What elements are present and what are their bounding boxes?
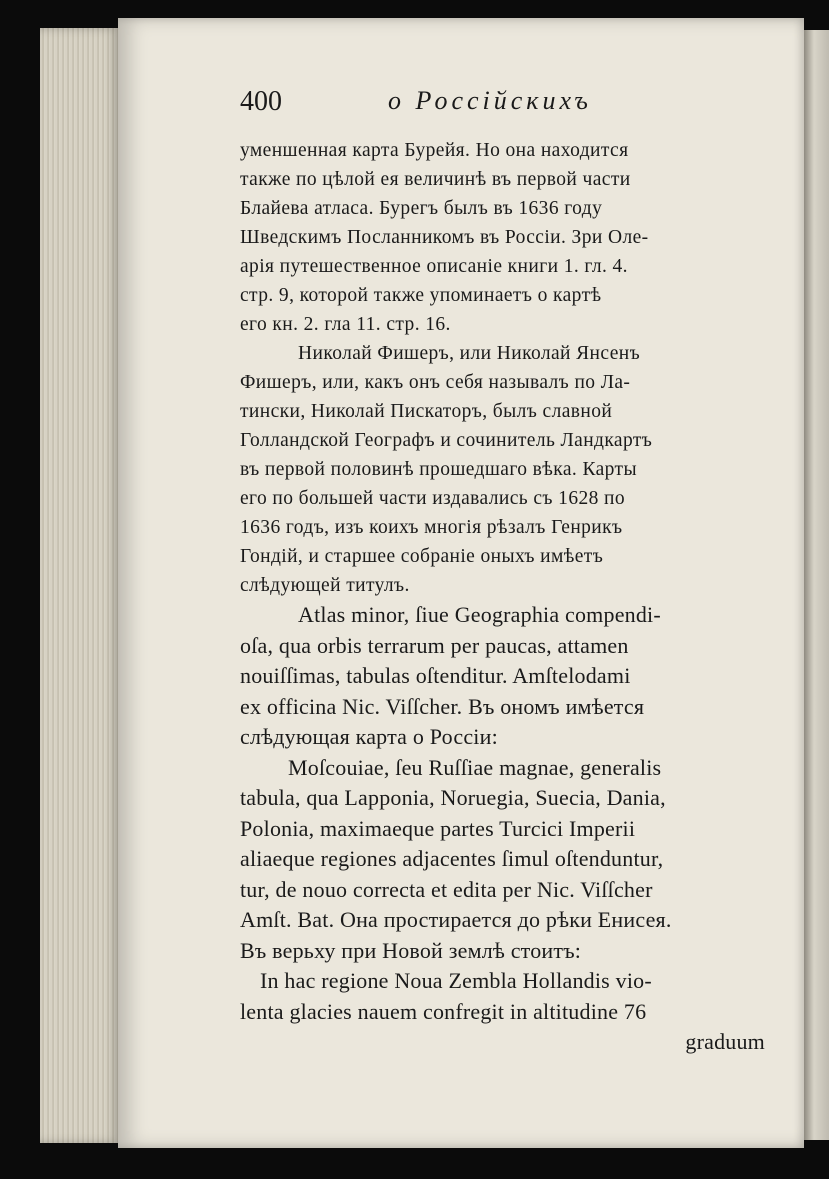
text-line: Голландской Географъ и сочинитель Ландкартъ: [240, 430, 653, 451]
page-edges: [40, 28, 120, 1143]
text-line: Николай Фишеръ, или Николай Янсенъ: [298, 343, 641, 364]
text-line: также по цѣлой ея величинѣ въ первой части: [240, 169, 631, 190]
text-line: его по большей части издавались съ 1628 по: [240, 488, 626, 509]
text-line: Polonia, maximaeque partes Turcici Imperii: [240, 815, 636, 841]
text-line: nouiſſimas, tabulas oſtenditur. Amſtelodami: [240, 663, 631, 688]
text-line: Moſcouiae, ſeu Ruſſiae magnae, generalis: [288, 754, 662, 780]
text-line: слѣдующая карта о Россіи:: [240, 724, 498, 749]
text-line: Amſt. Bat. Она простирается до рѣки Енисея.: [240, 907, 672, 932]
catchword: graduum: [685, 1029, 765, 1054]
text-line: въ первой половинѣ прошедшаго вѣка. Карты: [240, 459, 637, 480]
running-head: о Россійскихъ: [388, 86, 592, 115]
text-line: Гондій, и старшее собраніе оныхъ имѣетъ: [240, 546, 604, 567]
text-line: lenta glacies nauem confregit in altitudine 76: [240, 998, 647, 1024]
facing-page-edge: [804, 30, 829, 1140]
text-line: aliaeque regiones adjacentes ſimul oſtenduntur,: [240, 846, 664, 871]
paragraph-nova-zembla: [240, 966, 765, 1058]
text-line: 1636 годъ, изъ коихъ многія рѣзалъ Генрикъ: [240, 517, 623, 538]
text-line: tabula, qua Lapponia, Noruegia, Suecia, Dania,: [240, 785, 666, 810]
text-line: ex officina Nic. Viſſcher. Въ ономъ имѣется: [240, 693, 645, 719]
page-header: [240, 86, 765, 130]
text-line: In hac regione Noua Zembla Hollandis vio-: [260, 968, 652, 993]
page-content: [240, 86, 765, 1058]
paragraph-atlas-minor: [240, 600, 765, 753]
text-line: уменшенная карта Бурейя. Но она находится: [240, 140, 629, 161]
paragraph-burey: [240, 136, 765, 339]
text-line: арія путешественное описаніе книги 1. гл. 4.: [240, 256, 628, 277]
text-line: oſa, qua orbis terrarum per paucas, attamen: [240, 632, 629, 658]
text-line: стр. 9, которой также упоминаетъ о картѣ: [240, 285, 602, 306]
text-line: Блайева атласа. Бурегъ былъ въ 1636 году: [240, 198, 603, 219]
page-number: 400: [240, 86, 282, 117]
paragraph-fischer: [240, 339, 765, 600]
text-line: Фишеръ, или, какъ онъ себя называлъ по Ла-: [240, 372, 631, 393]
text-line: Atlas minor, ſiue Geographia compendi-: [298, 602, 661, 627]
paragraph-moscouiae: [240, 753, 765, 967]
text-line: Въ верьху при Новой землѣ стоитъ:: [240, 937, 582, 963]
text-line: его кн. 2. гла 11. стр. 16.: [240, 314, 451, 335]
text-line: тински, Николай Пискаторъ, былъ славной: [240, 401, 613, 422]
text-line: Шведскимъ Посланникомъ въ Россіи. Зри Оле-: [240, 227, 649, 248]
text-line: слѣдующей титулъ.: [240, 575, 410, 596]
text-line: tur, de nouo correcta et edita per Nic. Viſſcher: [240, 876, 653, 902]
